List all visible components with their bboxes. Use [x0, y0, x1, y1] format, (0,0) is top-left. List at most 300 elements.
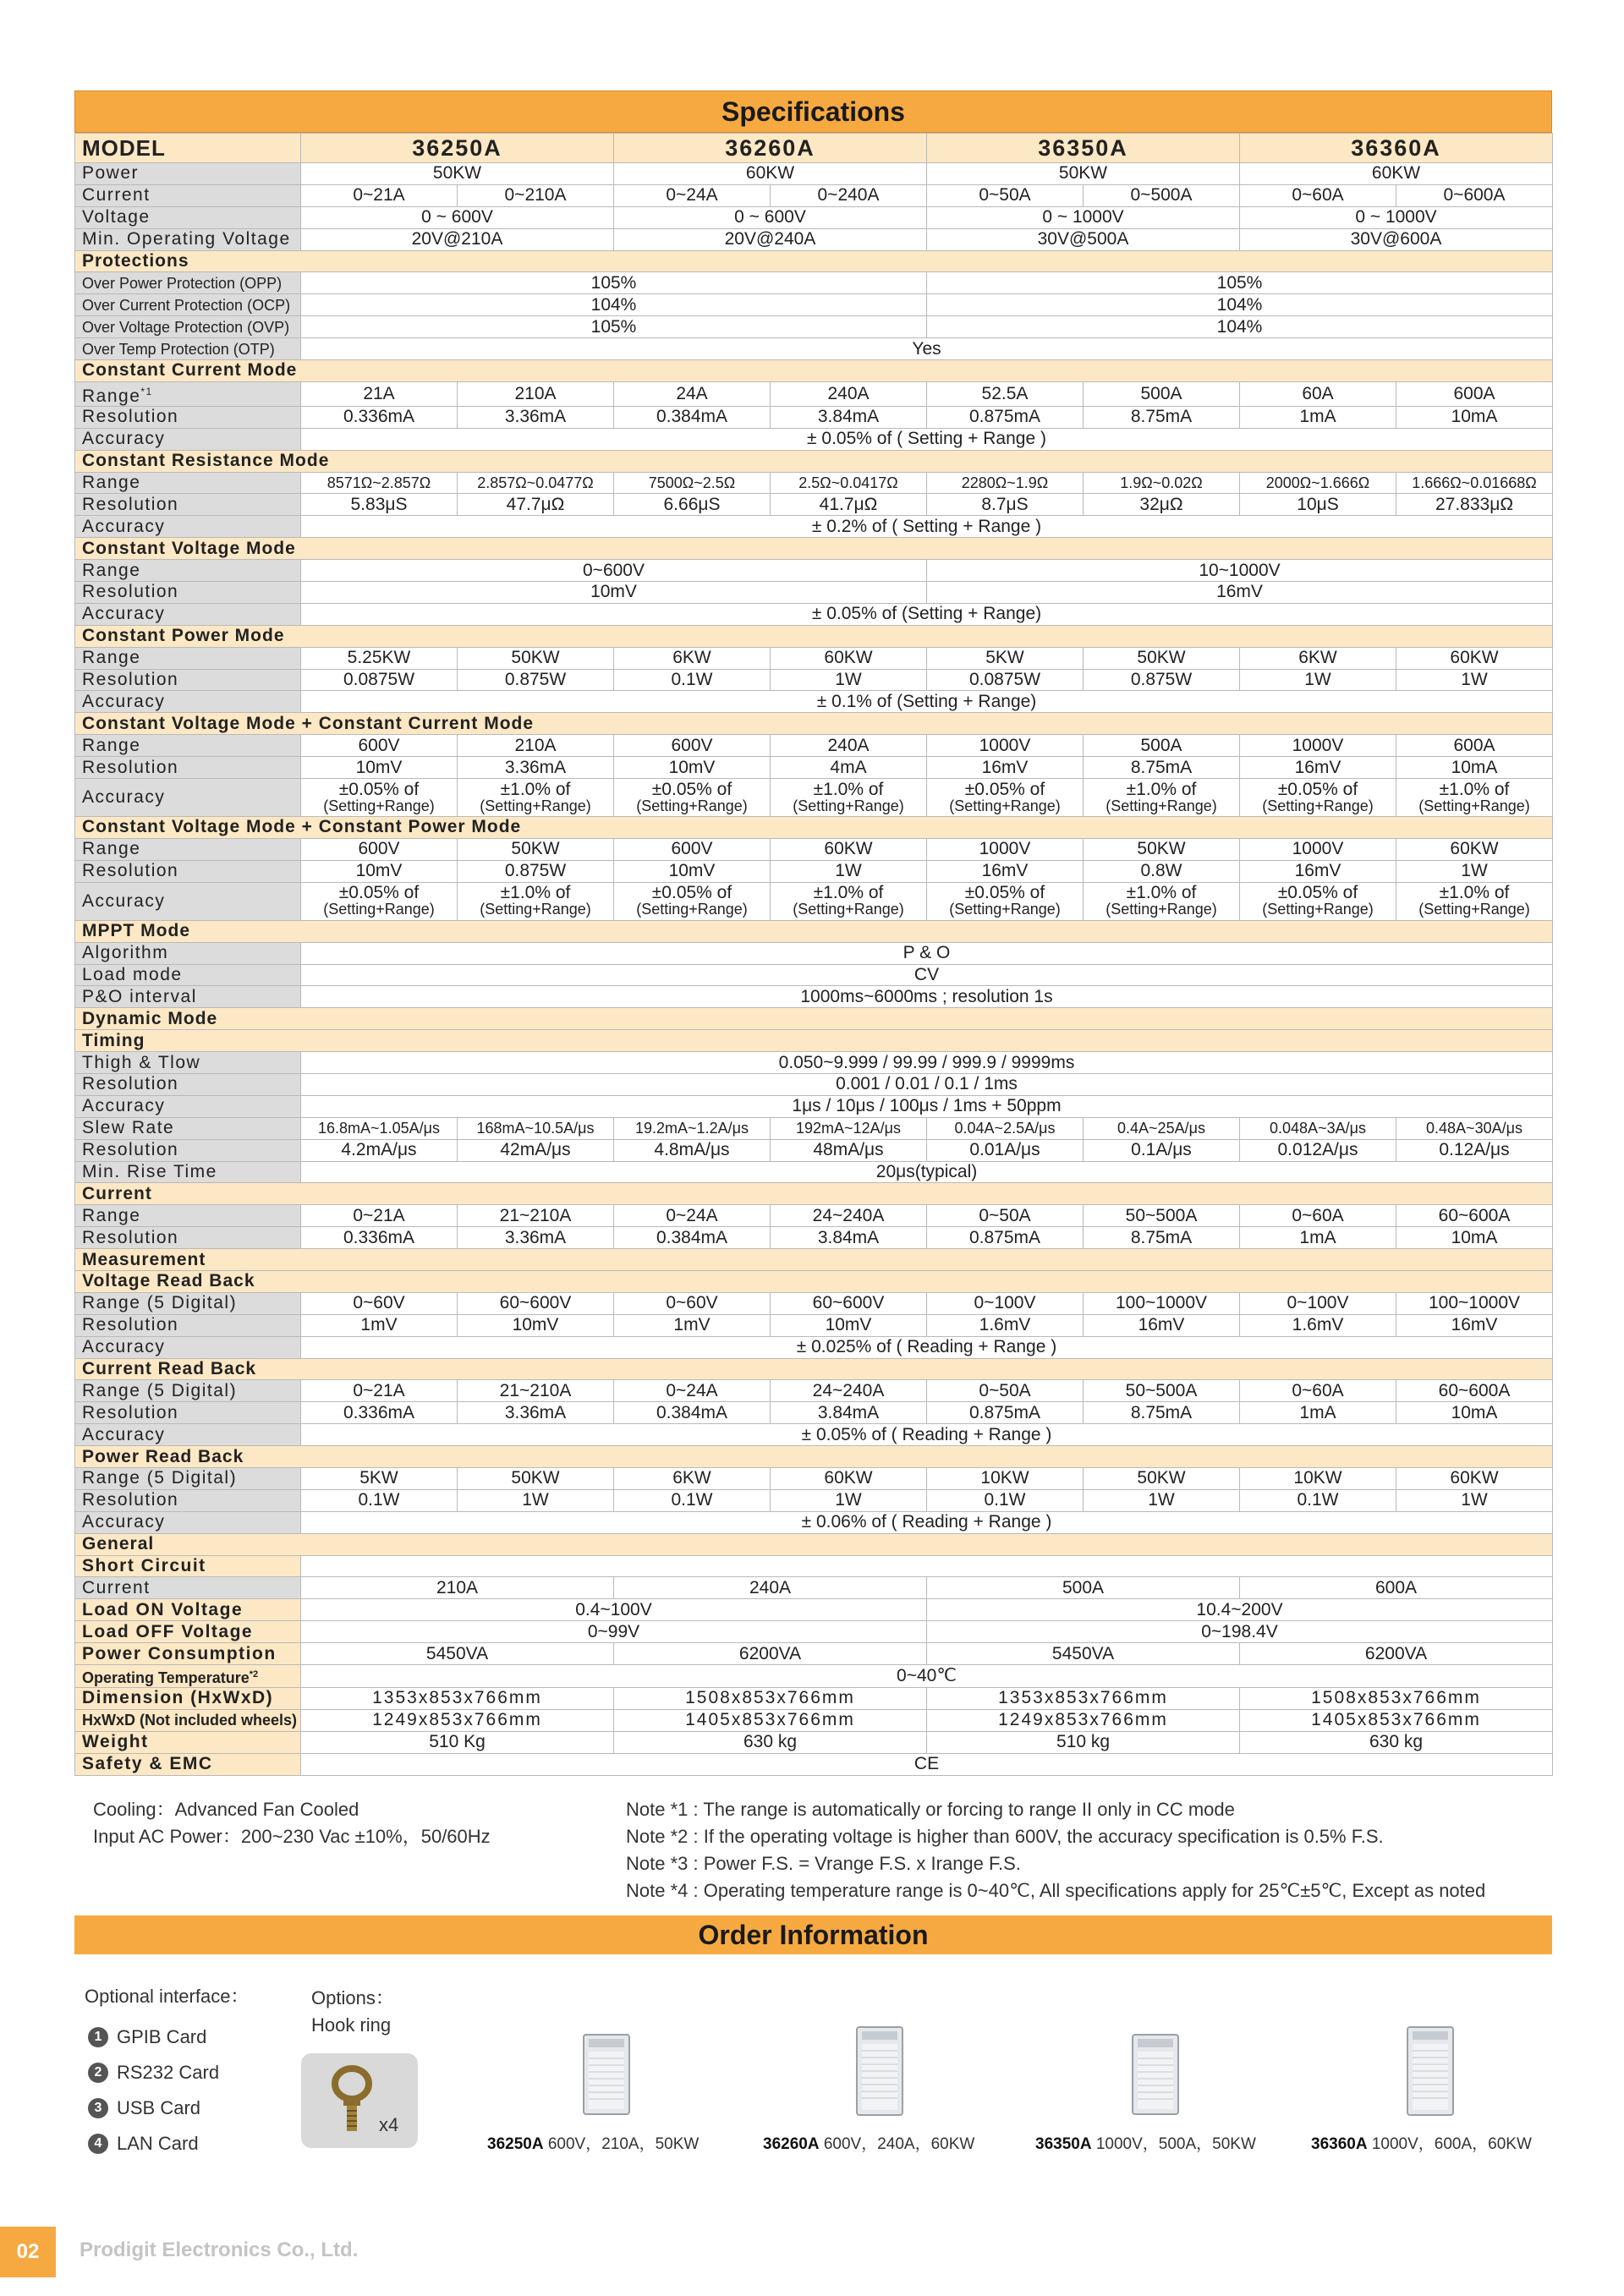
row-label [75, 1665, 301, 1688]
cell: 60KW [1396, 1467, 1553, 1489]
cell: 50KW [1084, 838, 1240, 860]
cell: 0~21A [301, 1205, 458, 1227]
cell [927, 882, 1084, 920]
cell: ± 0.025% of ( Reading + Range ) [301, 1336, 1553, 1358]
cv-acc-row [75, 603, 1553, 625]
product-image-36360a [1406, 2025, 1455, 2117]
row-label: P&O interval [75, 986, 301, 1008]
cell: 1W [1084, 1489, 1240, 1511]
cell: 16.8mA~1.05A/μs [301, 1117, 458, 1139]
dyn-thigh-row [75, 1052, 1553, 1074]
dyn-cur-res-row [75, 1227, 1553, 1249]
subsection-crb [75, 1358, 1553, 1380]
cell: 0~600V [301, 560, 927, 582]
cell: 50~500A [1084, 1205, 1240, 1227]
crb-acc-row [75, 1424, 1553, 1446]
cell: 500A [927, 1577, 1240, 1599]
cp-res-row [75, 669, 1553, 691]
section-title: Protections [75, 250, 1553, 272]
section-cvcc [75, 713, 1553, 735]
cell: 210A [458, 381, 614, 406]
cell: 50~500A [1084, 1380, 1240, 1402]
acc-top: ±1.0% of [813, 883, 884, 903]
cell: 104% [927, 316, 1553, 338]
load-unit-icon [1131, 2033, 1180, 2116]
interface-rs232 [88, 2055, 219, 2091]
acc-top: ±0.05% of [338, 883, 420, 903]
cell: 600A [1396, 381, 1553, 406]
hook-ring-icon [326, 2065, 377, 2136]
cell: 3.84mA [771, 406, 927, 428]
cell: 1mA [1240, 1227, 1396, 1249]
interface-label: LAN Card [117, 2133, 199, 2154]
cell: 1249x853x766mm [301, 1709, 614, 1731]
cell: 41.7μΩ [771, 494, 927, 516]
row-label: Range [75, 838, 301, 860]
cell: 1W [771, 860, 927, 882]
prb-range-row [75, 1467, 1553, 1489]
cell: ± 0.06% of ( Reading + Range ) [301, 1511, 1553, 1533]
options-title: Options： [311, 1987, 394, 2008]
cvcc-res-row [75, 757, 1553, 779]
product-model: 36350A [1035, 2135, 1092, 2153]
prb-res-row [75, 1489, 1553, 1511]
cell: 10mA [1396, 1227, 1553, 1249]
row-label: Range [75, 1205, 301, 1227]
row-label [75, 381, 301, 406]
cell: 20μs(typical) [301, 1161, 1553, 1183]
cp-range-row [75, 647, 1553, 669]
cell: 0~600A [1396, 184, 1553, 206]
cooling-note: Cooling：Advanced Fan Cooled [93, 1799, 359, 1820]
cell: 4.8mA/μs [614, 1139, 771, 1161]
dyn-slew-row [75, 1117, 1553, 1139]
load-off-row [75, 1621, 1553, 1643]
cell: 1508x853x766mm [614, 1688, 927, 1710]
cell: 0~50A [927, 1380, 1084, 1402]
hook-ring-label: Hook ring [311, 2014, 392, 2036]
cell: 3.36mA [458, 757, 614, 779]
row-label: Resolution [75, 757, 301, 779]
ovp-row [75, 316, 1553, 338]
cell: 10mV [301, 860, 458, 882]
row-label: Load OFF Voltage [75, 1621, 301, 1643]
cell: 0.336mA [301, 406, 458, 428]
subsection-vrb [75, 1270, 1553, 1292]
specifications-title: Specifications [74, 90, 1552, 133]
cell: 60~600A [1396, 1205, 1553, 1227]
acc-bottom: (Setting+Range) [793, 797, 904, 814]
row-label: Voltage [75, 206, 301, 228]
cell: 16mV [1084, 1314, 1240, 1336]
cell: 1W [1396, 1489, 1553, 1511]
section-cr [75, 450, 1553, 472]
acc-bottom: (Setting+Range) [1418, 797, 1530, 814]
note-2: Note *2 : If the operating voltage is higher than 600V, the accuracy specification is 0.5% F.S. [626, 1826, 1384, 1847]
cell: 0 ~ 600V [614, 206, 927, 228]
cell: 8.75mA [1084, 406, 1240, 428]
cell: 10mA [1396, 757, 1553, 779]
hook-qty: x4 [379, 2114, 399, 2135]
cell: 0~60A [1240, 1205, 1396, 1227]
row-label: Min. Rise Time [75, 1161, 301, 1183]
cell: 10mV [301, 582, 927, 604]
cell: 0~21A [301, 1380, 458, 1402]
cell: 100~1000V [1084, 1292, 1240, 1314]
cell: 630 kg [1240, 1731, 1553, 1753]
acc-bottom: (Setting+Range) [949, 797, 1061, 814]
cell: 5.25KW [301, 647, 458, 669]
prb-acc-row [75, 1511, 1553, 1533]
cell: 20V@240A [614, 228, 927, 250]
section-title: Power Read Back [75, 1446, 1553, 1468]
cell: 0.875mA [927, 1227, 1084, 1249]
number-badge: 1 [88, 2027, 108, 2047]
acc-bottom: (Setting+Range) [1106, 797, 1217, 814]
cell: 0.875W [1084, 669, 1240, 691]
acc-bottom: (Setting+Range) [1262, 901, 1374, 918]
power-row [75, 163, 1553, 185]
acc-bottom: (Setting+Range) [1262, 797, 1374, 814]
cell [771, 882, 927, 920]
cell: 500A [1084, 735, 1240, 757]
cell: 3.36mA [458, 406, 614, 428]
cr-acc-row [75, 516, 1553, 538]
load-on-row [75, 1599, 1553, 1621]
model-36360a: 36360A [1240, 134, 1553, 163]
interface-label: USB Card [117, 2097, 201, 2118]
cell: 60KW [771, 838, 927, 860]
product-caption-36350a [1035, 2131, 1256, 2154]
row-label: Resolution [75, 669, 301, 691]
cell: 2000Ω~1.666Ω [1240, 472, 1396, 494]
dyn-cur-range-row [75, 1205, 1553, 1227]
cell: 16mV [927, 582, 1553, 604]
model-header-row [75, 134, 1553, 163]
cell: 16mV [1240, 860, 1396, 882]
mppt-interval-row [75, 986, 1553, 1008]
cell: 3.84mA [771, 1227, 927, 1249]
cell: 5KW [927, 647, 1084, 669]
row-label: Resolution [75, 494, 301, 516]
row-label: Power Consumption [75, 1643, 301, 1665]
row-label: Accuracy [75, 1095, 301, 1117]
section-title: Dynamic Mode [75, 1008, 1553, 1030]
section-measurement [75, 1249, 1553, 1271]
cell: 10mV [614, 860, 771, 882]
cell: 105% [301, 272, 927, 294]
row-label: Resolution [75, 1073, 301, 1095]
ocp-row [75, 294, 1553, 316]
section-title: Constant Voltage Mode [75, 538, 1553, 560]
row-label: Range [75, 560, 301, 582]
row-label: Accuracy [75, 516, 301, 538]
cell: 47.7μΩ [458, 494, 614, 516]
cell: 105% [927, 272, 1553, 294]
cell: 60KW [1396, 647, 1553, 669]
cell: 7500Ω~2.5Ω [614, 472, 771, 494]
opp-row [75, 272, 1553, 294]
model-label: MODEL [75, 134, 301, 163]
row-label: Accuracy [75, 1336, 301, 1358]
label-text: Range [82, 386, 141, 406]
cell: 510 Kg [301, 1731, 614, 1753]
cell: 60~600V [458, 1292, 614, 1314]
input-power-note: Input AC Power：200~230 Vac ±10%，50/60Hz [93, 1826, 491, 1847]
cell: 10KW [927, 1467, 1084, 1489]
cell: 600A [1396, 735, 1553, 757]
cell: 60KW [614, 163, 927, 185]
cell: 1353x853x766mm [927, 1688, 1240, 1710]
cell: 1W [1240, 669, 1396, 691]
row-label: Weight [75, 1731, 301, 1753]
cell: 1508x853x766mm [1240, 1688, 1553, 1710]
section-cvcp [75, 817, 1553, 839]
acc-top: ±1.0% of [813, 779, 884, 799]
acc-top: ±0.05% of [338, 779, 420, 799]
cell: 50KW [458, 647, 614, 669]
dimension-row [75, 1688, 1553, 1710]
cell: 8.75mA [1084, 1402, 1240, 1424]
cvcp-range-row [75, 838, 1553, 860]
cell: 0~50A [927, 1205, 1084, 1227]
product-model: 36360A [1311, 2135, 1368, 2153]
cvcp-res-row [75, 860, 1553, 882]
row-label: Short Circuit [75, 1555, 301, 1577]
row-label: Resolution [75, 860, 301, 882]
cell: 8.75mA [1084, 757, 1240, 779]
acc-top: ±1.0% of [500, 779, 571, 799]
section-general [75, 1533, 1553, 1555]
section-mppt [75, 920, 1553, 942]
cell [1084, 779, 1240, 817]
cell: ± 0.05% of (Setting + Range) [301, 603, 1553, 625]
product-spec: 1000V，600A，60KW [1367, 2135, 1532, 2153]
cell: 5KW [301, 1467, 458, 1489]
acc-top: ±0.05% of [964, 779, 1045, 799]
model-36350a: 36350A [927, 134, 1240, 163]
cell: CV [301, 964, 1553, 986]
cell: 4.2mA/μs [301, 1139, 458, 1161]
cell: 1mV [301, 1314, 458, 1336]
row-label: Current [75, 184, 301, 206]
cell: 1W [1396, 669, 1553, 691]
cell: 21A [301, 381, 458, 406]
cell: 0.336mA [301, 1227, 458, 1249]
short-current-row [75, 1577, 1553, 1599]
cell: 600V [614, 838, 771, 860]
row-label: Dimension (HxWxD) [75, 1688, 301, 1710]
cell: 0.001 / 0.01 / 0.1 / 1ms [301, 1073, 1553, 1095]
section-cc [75, 360, 1553, 382]
cell: 0.875mA [927, 406, 1084, 428]
cell: 1.666Ω~0.01668Ω [1396, 472, 1553, 494]
cell: 0.04A~2.5A/μs [927, 1117, 1084, 1139]
cell: 10mA [1396, 1402, 1553, 1424]
power-consumption-row [75, 1643, 1553, 1665]
cell: 240A [614, 1577, 927, 1599]
note-1: Note *1 : The range is automatically or forcing to range II only in CC mode [626, 1799, 1235, 1820]
cell: 0~40℃ [301, 1665, 1553, 1688]
vrb-acc-row [75, 1336, 1553, 1358]
cell: 0.1A/μs [1084, 1139, 1240, 1161]
cell: 0.1W [1240, 1489, 1396, 1511]
cvcc-range-row [75, 735, 1553, 757]
cell: 210A [458, 735, 614, 757]
cell: 16mV [1240, 757, 1396, 779]
row-label: Range (5 Digital) [75, 1467, 301, 1489]
cell: 0 ~ 600V [301, 206, 614, 228]
number-badge: 2 [88, 2063, 108, 2083]
cell: 104% [301, 294, 927, 316]
cell: 0.1W [614, 669, 771, 691]
cell: 60KW [771, 1467, 927, 1489]
section-title: Current [75, 1183, 1553, 1205]
acc-top: ±0.05% of [651, 779, 732, 799]
product-model: 36250A [487, 2135, 544, 2153]
cell: 2.857Ω~0.0477Ω [458, 472, 614, 494]
cell: 0~24A [614, 1380, 771, 1402]
company-name: Prodigit Electronics Co., Ltd. [80, 2238, 359, 2261]
cell: 8.7μS [927, 494, 1084, 516]
cell: 3.36mA [458, 1402, 614, 1424]
cell: 1405x853x766mm [1240, 1709, 1553, 1731]
cell: 0.384mA [614, 406, 771, 428]
cell [1396, 882, 1553, 920]
row-label: Accuracy [75, 1511, 301, 1533]
cell: 0~21A [301, 184, 458, 206]
cell: 1.6mV [1240, 1314, 1396, 1336]
cell [301, 882, 458, 920]
cell: 30V@500A [927, 228, 1240, 250]
cell: 0.48A~30A/μs [1396, 1117, 1553, 1139]
row-label: Over Current Protection (OCP) [75, 294, 301, 316]
acc-bottom: (Setting+Range) [480, 797, 591, 814]
row-label: Min. Operating Voltage [75, 228, 301, 250]
cell: 5450VA [927, 1643, 1240, 1665]
cell: 0~50A [927, 184, 1084, 206]
cell: 104% [927, 294, 1553, 316]
cell: 168mA~10.5A/μs [458, 1117, 614, 1139]
cell: 0.1W [301, 1489, 458, 1511]
cell: 1405x853x766mm [614, 1709, 927, 1731]
load-unit-icon [1406, 2025, 1455, 2117]
cc-acc-row [75, 428, 1553, 450]
cell: 0.0875W [927, 669, 1084, 691]
row-label: Algorithm [75, 942, 301, 964]
interface-label: RS232 Card [117, 2062, 220, 2083]
interface-usb [88, 2091, 219, 2126]
row-label: Power [75, 163, 301, 185]
section-title: Timing [75, 1030, 1553, 1052]
cell: 1W [458, 1489, 614, 1511]
number-badge: 4 [88, 2134, 108, 2154]
cell: 0~60V [301, 1292, 458, 1314]
cell: 0.12A/μs [1396, 1139, 1553, 1161]
cell: 0.875W [458, 860, 614, 882]
cell: 21~210A [458, 1205, 614, 1227]
cell: 24A [614, 381, 771, 406]
vrb-range-row [75, 1292, 1553, 1314]
acc-top: ±0.05% of [964, 883, 1045, 903]
cell: 1W [1396, 860, 1553, 882]
page-number: 02 [0, 2227, 56, 2277]
cell: 1353x853x766mm [301, 1688, 614, 1710]
cell: 0~60V [614, 1292, 771, 1314]
row-label: Range (5 Digital) [75, 1380, 301, 1402]
cell: 0~500A [1084, 184, 1240, 206]
acc-bottom: (Setting+Range) [949, 901, 1061, 918]
cell: 0.050~9.999 / 99.99 / 999.9 / 9999ms [301, 1052, 1553, 1074]
acc-bottom: (Setting+Range) [636, 901, 748, 918]
cell: 1000V [1240, 735, 1396, 757]
acc-bottom: (Setting+Range) [793, 901, 904, 918]
mppt-algo-row [75, 942, 1553, 964]
cell: ± 0.2% of ( Setting + Range ) [301, 516, 1553, 538]
cell: 0.012A/μs [1240, 1139, 1396, 1161]
note-3: Note *3 : Power F.S. = Vrange F.S. x Irange F.S. [626, 1853, 1021, 1874]
product-model: 36260A [763, 2135, 820, 2153]
section-title: Constant Current Mode [75, 360, 1553, 382]
cell: 0 ~ 1000V [1240, 206, 1553, 228]
cell: 0~240A [771, 184, 927, 206]
cc-res-row [75, 406, 1553, 428]
cell: 10mV [614, 757, 771, 779]
cell [614, 882, 771, 920]
cell: P & O [301, 942, 1553, 964]
cell: 0.4A~25A/μs [1084, 1117, 1240, 1139]
spec-sheet [74, 90, 1552, 1776]
section-dynamic [75, 1008, 1553, 1030]
load-unit-icon [855, 2025, 904, 2117]
label-text: Operating Temperature [82, 1669, 250, 1686]
acc-top: ±1.0% of [1439, 779, 1510, 799]
cell [301, 1555, 1553, 1577]
cell: 10mA [1396, 406, 1553, 428]
row-label: Accuracy [75, 779, 301, 817]
product-caption-36360a [1311, 2131, 1532, 2154]
cell: 10.4~200V [927, 1599, 1553, 1621]
cell: 60KW [771, 647, 927, 669]
row-label: Accuracy [75, 691, 301, 713]
cvcc-acc-row [75, 779, 1553, 817]
cell: 32μΩ [1084, 494, 1240, 516]
cell: Yes [301, 338, 1553, 360]
cell: 60~600A [1396, 1380, 1553, 1402]
cell [458, 882, 614, 920]
cell: 1000ms~6000ms ; resolution 1s [301, 986, 1553, 1008]
hook-ring-box [301, 2053, 418, 2148]
cr-res-row [75, 494, 1553, 516]
cell: 1.9Ω~0.02Ω [1084, 472, 1240, 494]
cell: 50KW [927, 163, 1240, 185]
cell: 1μs / 10μs / 100μs / 1ms + 50ppm [301, 1095, 1553, 1117]
cell: 3.36mA [458, 1227, 614, 1249]
footnote-marker: *2 [249, 1669, 259, 1680]
row-label: Resolution [75, 1227, 301, 1249]
cell: 50KW [301, 163, 614, 185]
acc-top: ±0.05% of [1277, 779, 1358, 799]
model-36250a: 36250A [301, 134, 614, 163]
section-title: Constant Voltage Mode + Constant Current Mode [75, 713, 1553, 735]
cell: 27.833μΩ [1396, 494, 1553, 516]
cell: 0~24A [614, 184, 771, 206]
cell: 10~1000V [927, 560, 1553, 582]
cell: 0.1W [927, 1489, 1084, 1511]
product-image-36350a [1131, 2033, 1180, 2116]
section-title: Constant Voltage Mode + Constant Power Mode [75, 817, 1553, 839]
footer [0, 2227, 1624, 2277]
